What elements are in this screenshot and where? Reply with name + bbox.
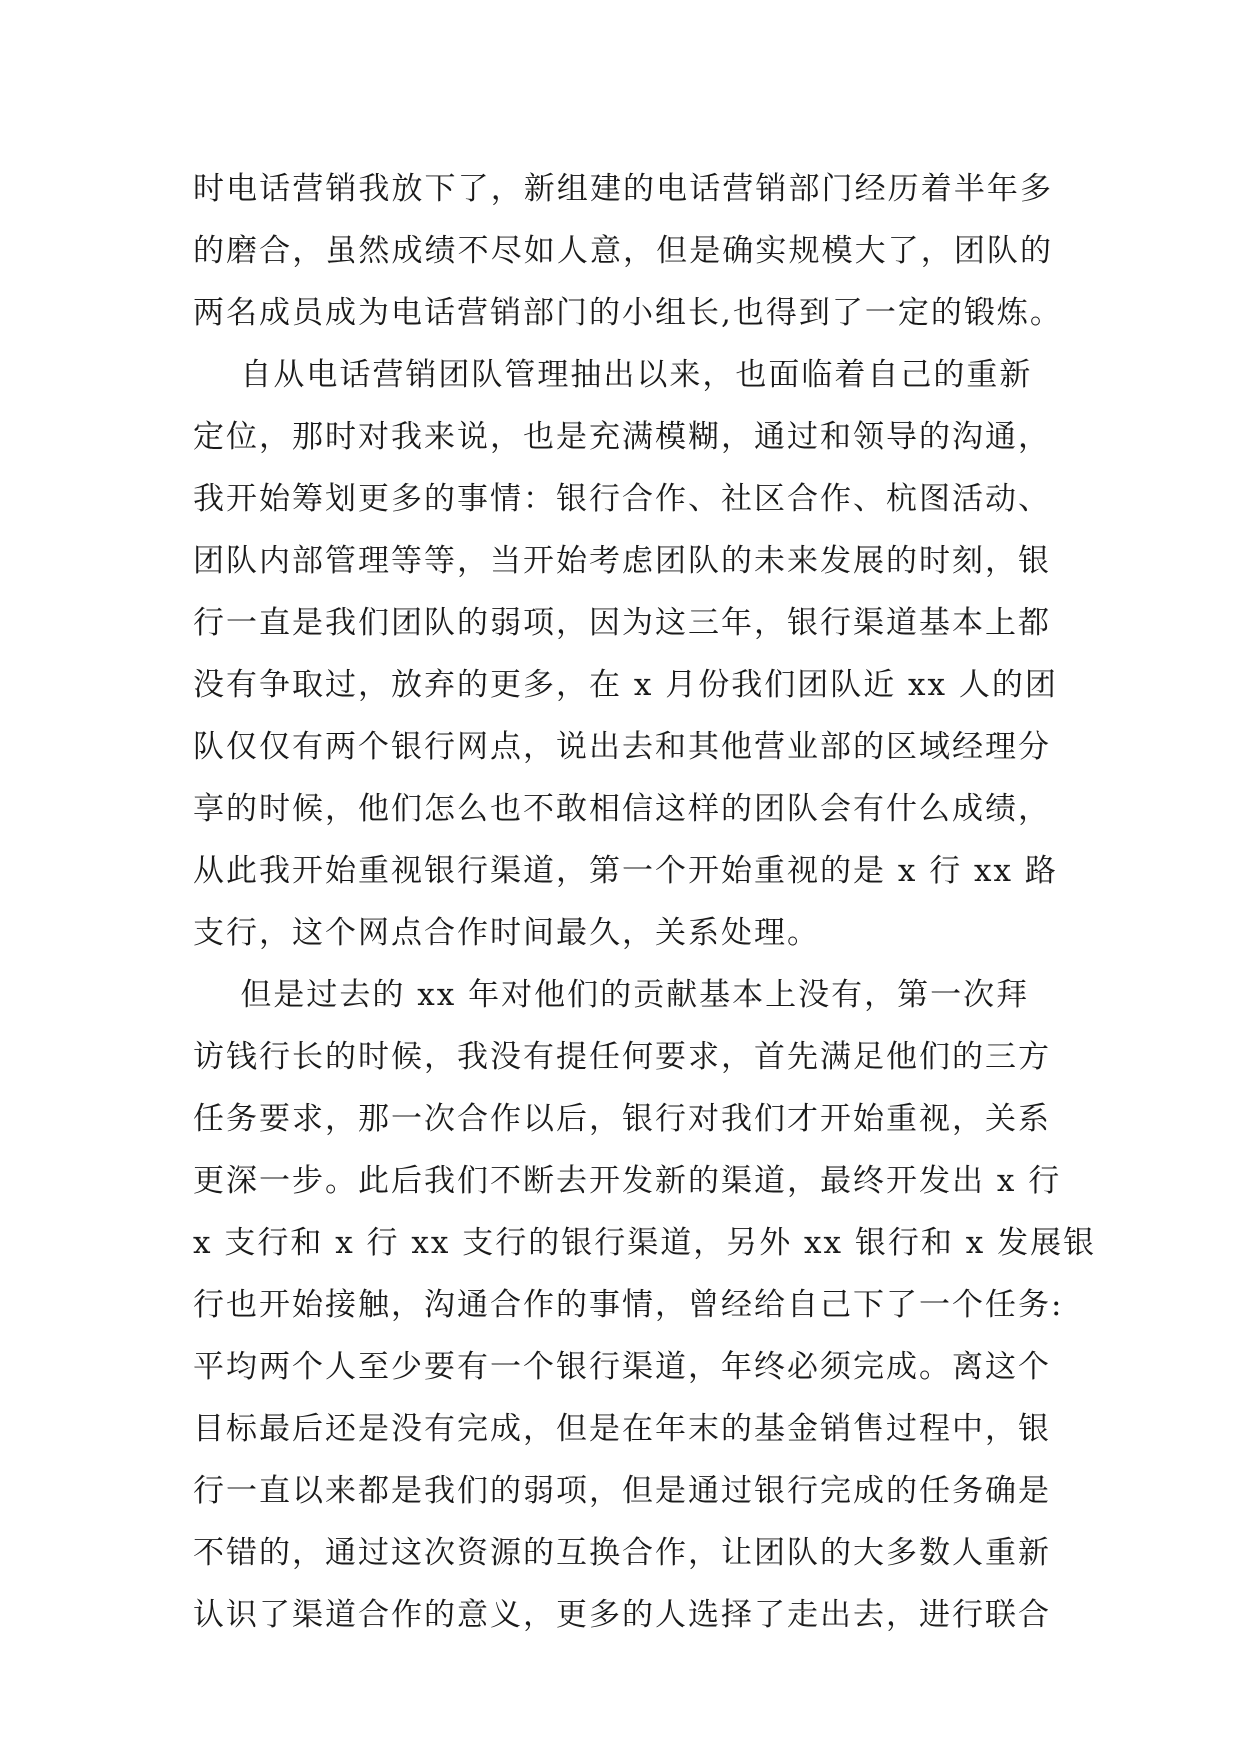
text-line: 行一直是我们团队的弱项，因为这三年，银行渠道基本上都 [193,605,1051,641]
text-line: 访钱行长的时候，我没有提任何要求，首先满足他们的三方 [193,1039,1051,1075]
text-line: 享的时候，他们怎么也不敢相信这样的团队会有什么成绩， [193,791,1051,827]
text-line: 行一直以来都是我们的弱项，但是通过银行完成的任务确是 [193,1473,1051,1509]
text-line: 时电话营销我放下了，新组建的电话营销部门经历着半年多 [193,171,1053,207]
text-line: 两名成员成为电话营销部门的小组长,也得到了一定的锻炼。 [193,295,1063,331]
paragraph-start-line: 自从电话营销团队管理抽出以来，也面临着自己的重新 [193,357,1033,393]
text-line: 队仅仅有两个银行网点，说出去和其他营业部的区域经理分 [193,729,1051,765]
text-line: 不错的，通过这次资源的互换合作，让团队的大多数人重新 [193,1535,1051,1571]
text-line: 从此我开始重视银行渠道，第一个开始重视的是 x 行 xx 路 [193,853,1058,889]
text-line: 更深一步。此后我们不断去开发新的渠道，最终开发出 x 行 [193,1163,1062,1199]
text-line: 的磨合，虽然成绩不尽如人意，但是确实规模大了，团队的 [193,233,1053,269]
text-line: 团队内部管理等等，当开始考虑团队的未来发展的时刻，银 [193,543,1051,579]
paragraph-start-line: 但是过去的 xx 年对他们的贡献基本上没有，第一次拜 [193,977,1030,1013]
body-text [193,158,1097,1646]
text-line: 任务要求，那一次合作以后，银行对我们才开始重视，关系 [193,1101,1051,1137]
text-line: 目标最后还是没有完成，但是在年末的基金销售过程中，银 [193,1411,1051,1447]
text-line: 平均两个人至少要有一个银行渠道，年终必须完成。离这个 [193,1349,1051,1385]
text-line: 认识了渠道合作的意义，更多的人选择了走出去，进行联合 [193,1597,1051,1633]
text-line: x 支行和 x 行 xx 支行的银行渠道，另外 xx 银行和 x 发展银 [193,1225,1097,1261]
text-line: 定位，那时对我来说，也是充满模糊，通过和领导的沟通， [193,419,1051,455]
text-line: 行也开始接触，沟通合作的事情，曾经给自己下了一个任务: [193,1287,1064,1323]
text-line: 支行，这个网点合作时间最久，关系处理。 [193,915,820,951]
text-line: 我开始筹划更多的事情：银行合作、社区合作、杭图活动、 [193,481,1051,517]
text-line: 没有争取过，放弃的更多，在 x 月份我们团队近 xx 人的团 [193,667,1058,703]
